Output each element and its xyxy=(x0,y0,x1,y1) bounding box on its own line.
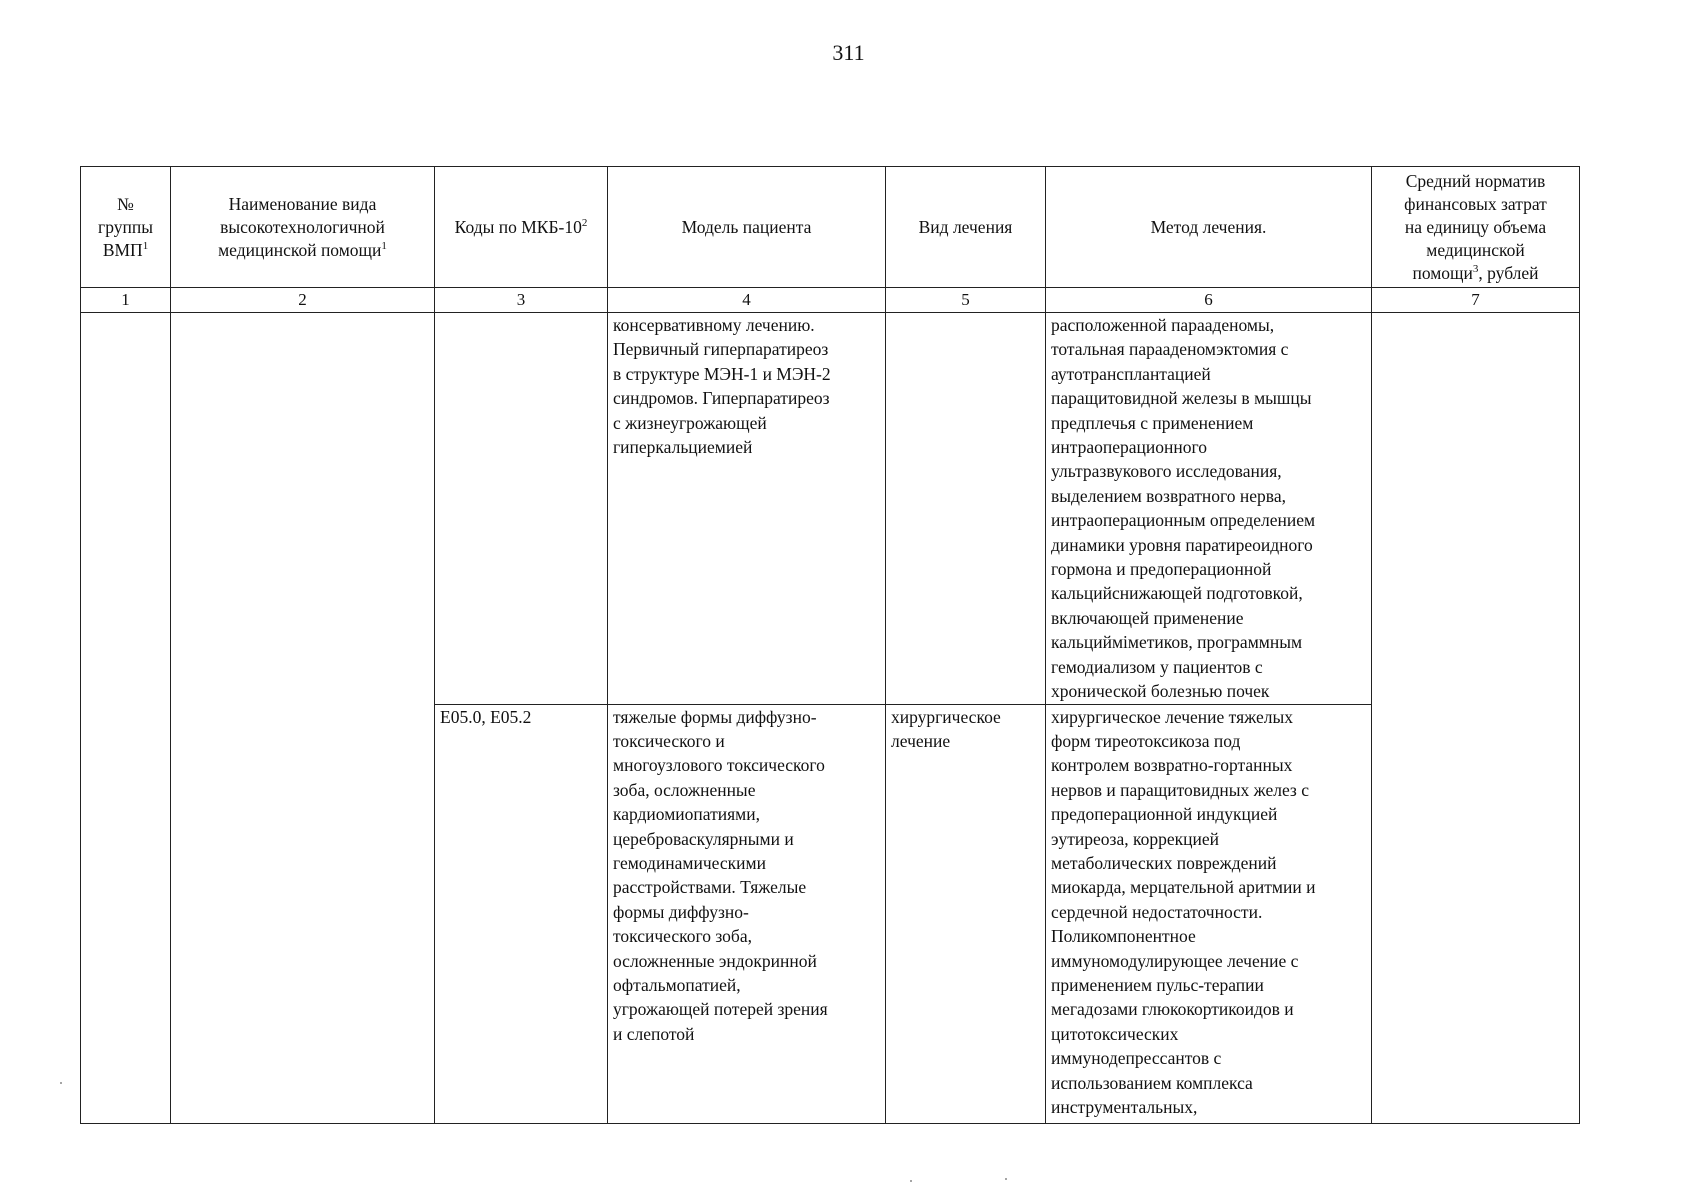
header-care-type-name: Наименование вида высокотехнологичной медицинской помощи$^1$ xyxy=(171,167,435,288)
column-number-row xyxy=(81,288,1580,313)
icd10-codes-cell: Е05.0, Е05.2 xyxy=(435,704,608,1123)
treatment-type-cell xyxy=(886,313,1046,705)
group-number-cell xyxy=(81,313,171,1124)
column-number: 7 xyxy=(1372,288,1580,313)
header-group-number: № группы ВМП$^1$ xyxy=(81,167,171,288)
icd10-codes-cell xyxy=(435,313,608,705)
header-icd10-codes: Коды по МКБ-$10^2$ xyxy=(435,167,608,288)
header-treatment-method: Метод лечения. xyxy=(1046,167,1372,288)
average-cost-cell xyxy=(1372,313,1580,1124)
column-number: 5 xyxy=(886,288,1046,313)
column-number: 1 xyxy=(81,288,171,313)
scan-speck xyxy=(60,1082,62,1084)
column-number: 6 xyxy=(1046,288,1372,313)
page-number: 311 xyxy=(832,40,865,65)
column-number: 2 xyxy=(171,288,435,313)
care-type-name-cell xyxy=(171,313,435,1124)
header-row xyxy=(81,167,1580,288)
patient-model-cell: консервативному лечению. Первичный гиперпаратиреоз в структуре МЭН-1 и МЭН-2 синдромов. Гиперпаратиреоз с жизнеугрожающей гиперкальциемией xyxy=(608,313,886,705)
treatment-method-cell: хирургическое лечение тяжелых форм тиреотоксикоза под контролем возвратно-гортанных нервов и паращитовидных желез с предоперационной индукцией эутиреоза, коррекцией метаболических повреждений миокарда, мерцательной аритмии и сердечной недостаточности. Поликомпонентное иммуномодулирующее лечение с применением пульс-терапии мегадозами глюкокортикоидов и цитотоксических иммунодепрессантов с использованием комплекса инструментальных, xyxy=(1046,704,1372,1123)
medical-care-table xyxy=(80,166,1580,1124)
column-number: 3 xyxy=(435,288,608,313)
patient-model-cell: тяжелые формы диффузно- токсического и многоузлового токсического зоба, осложненные кардиомиопатиями, цереброваскулярными и гемодинамическими расстройствами. Тяжелые формы диффузно- токсического зоба, осложненные эндокринной офтальмопатией, угрожающей потерей зрения и слепотой xyxy=(608,704,886,1123)
header-average-cost: Средний норматив финансовых затрат на единицу объема медицинской помощи$^3$, рублей xyxy=(1372,167,1580,288)
table-row xyxy=(81,313,1580,705)
column-number: 4 xyxy=(608,288,886,313)
scan-speck xyxy=(910,1180,912,1182)
header-patient-model: Модель пациента xyxy=(608,167,886,288)
header-treatment-type: Вид лечения xyxy=(886,167,1046,288)
treatment-method-cell: расположенной парааденомы, тотальная парааденомэктомия с аутотрансплантацией паращитовидной железы в мышцы предплечья с применением интраоперационного ультразвукового исследования, выделением возвратного нерва, интраоперационным определением динамики уровня паратиреоидного гормона и предоперационной кальцийснижающей подготовкой, включающей применение кальцийміметиков, программным гемодиализом у пациентов с хронической болезнью почек xyxy=(1046,313,1372,705)
scan-speck xyxy=(1005,1178,1007,1180)
treatment-type-cell: хирургическое лечение xyxy=(886,704,1046,1123)
